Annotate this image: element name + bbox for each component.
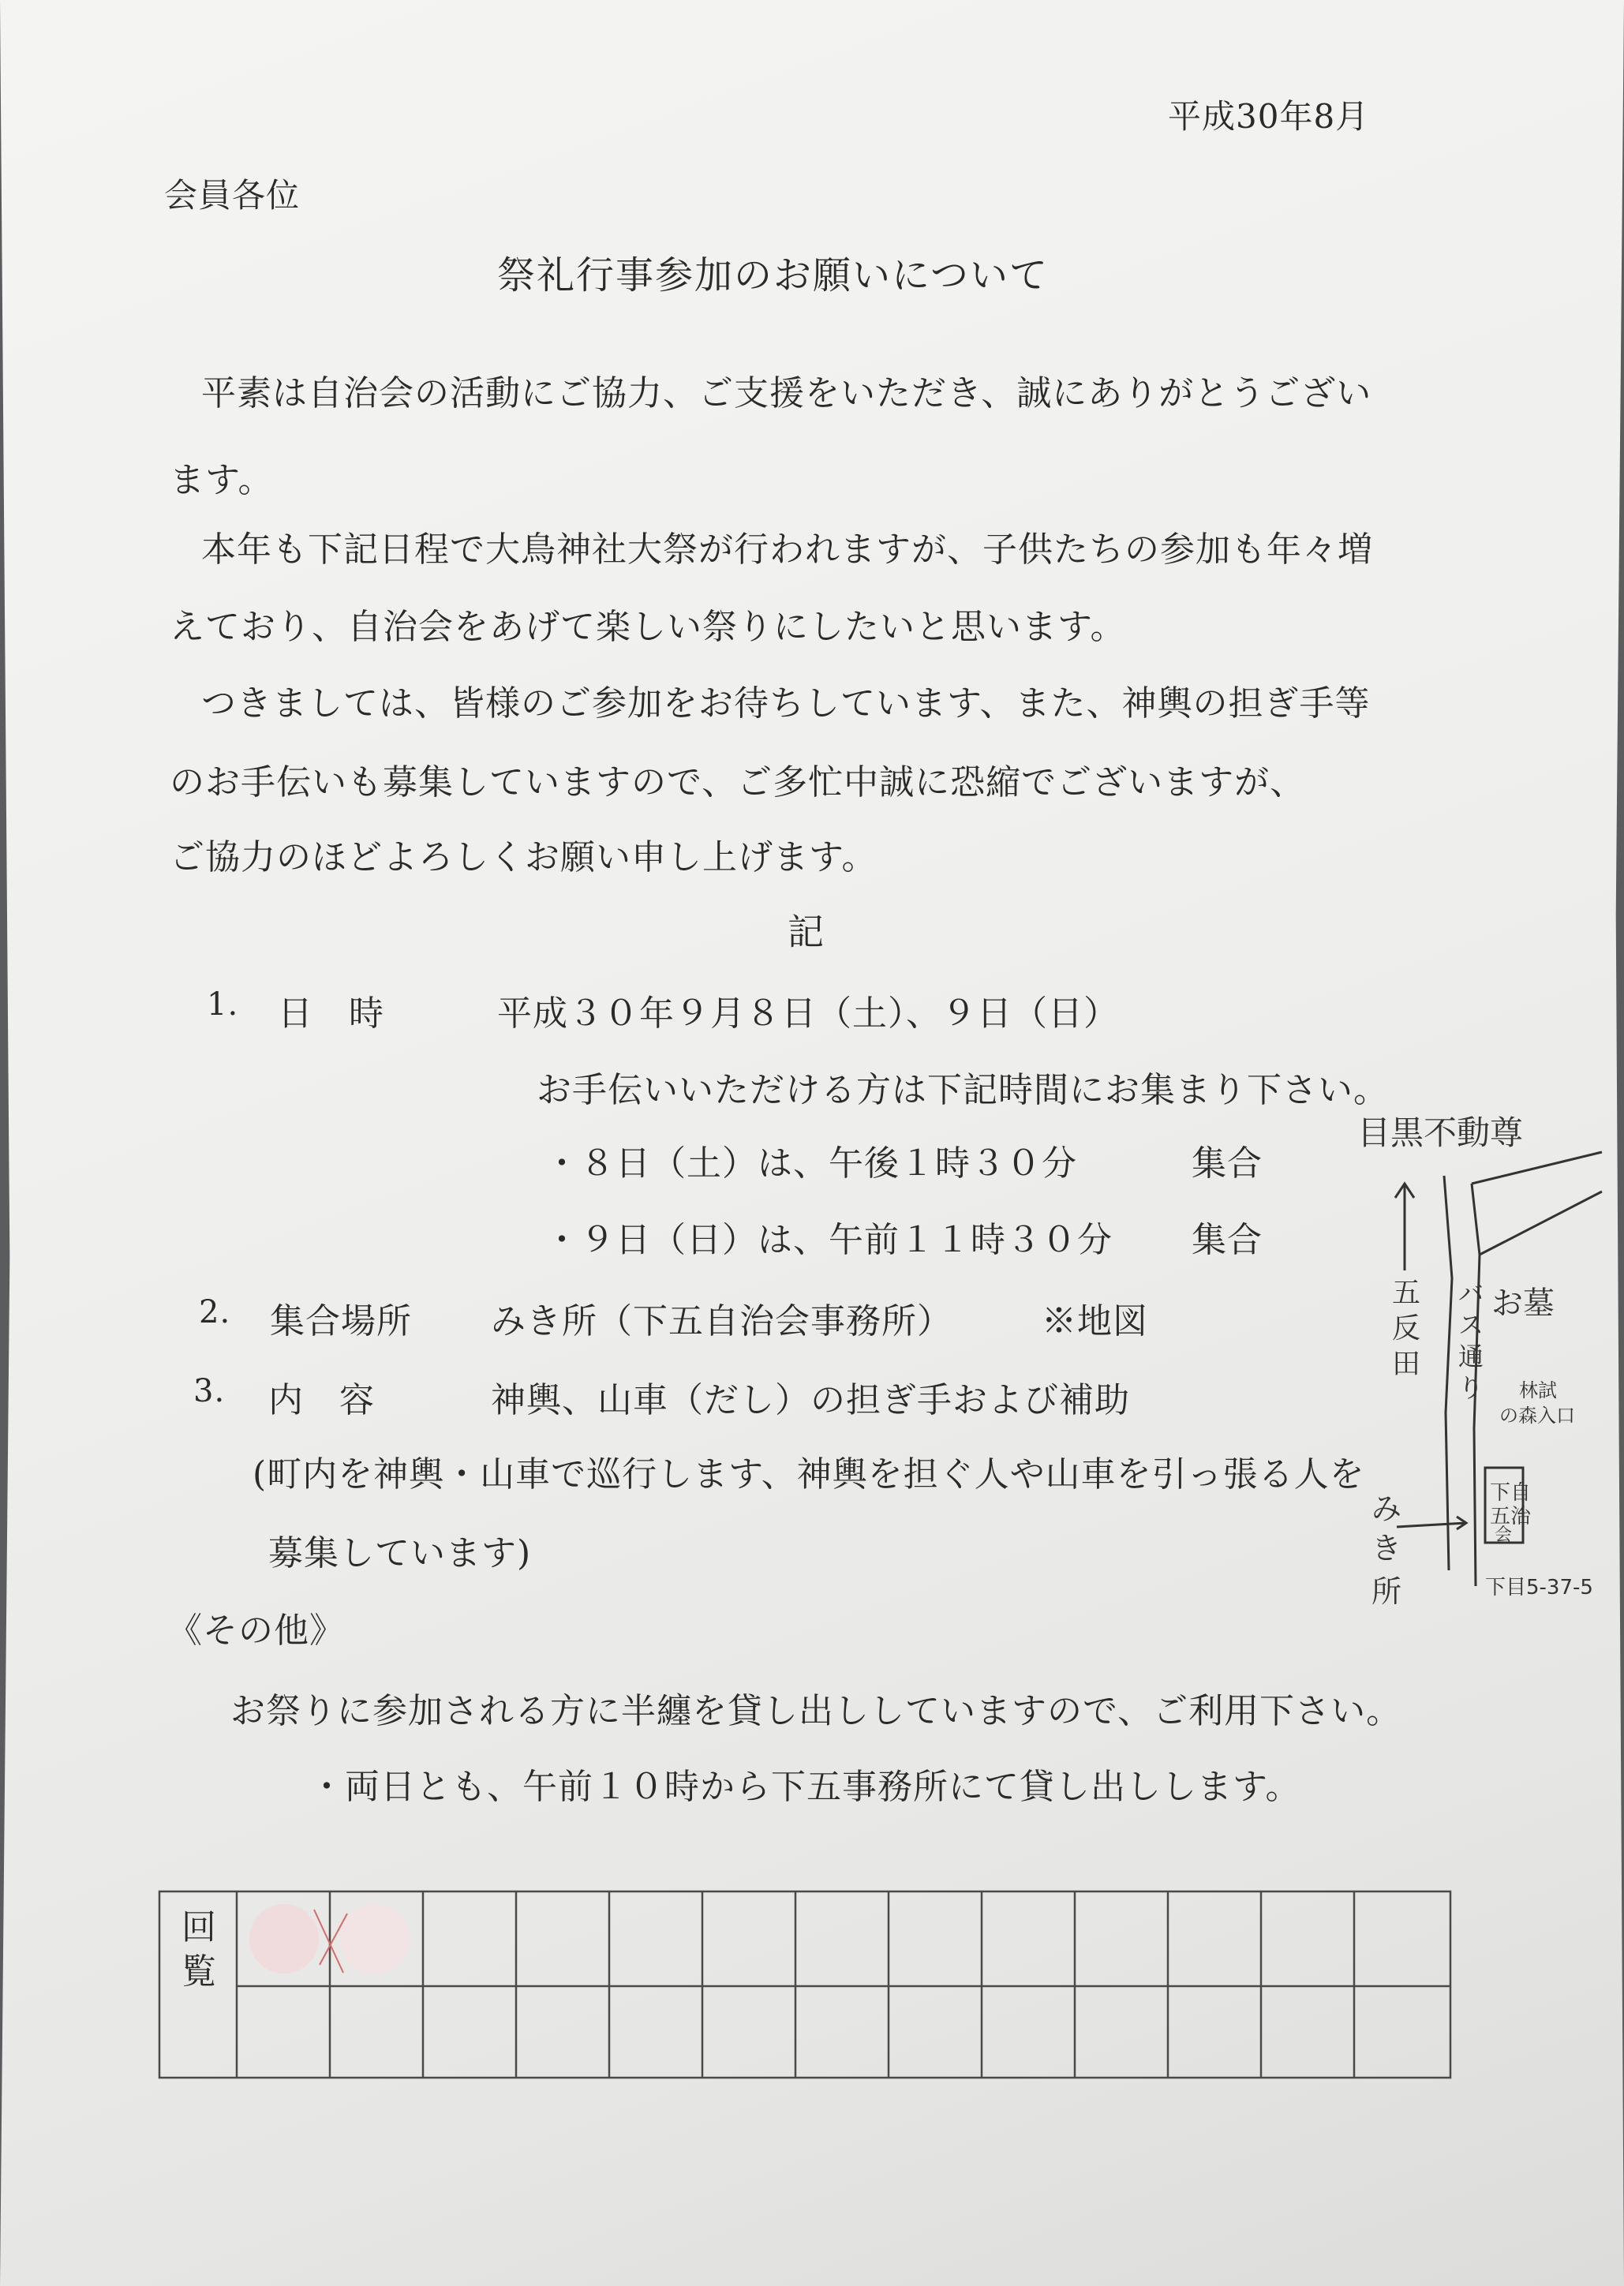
schedule-intro: お手伝いいただける方は下記時間にお集まり下さい。 bbox=[537, 1070, 1389, 1110]
body-line: のお手伝いも募集していますので、ご多忙中誠に恐縮でございますが、 bbox=[170, 762, 1306, 803]
map-label-forest-entrance: の森入口 bbox=[1499, 1405, 1575, 1427]
gather-label: 集合 bbox=[1192, 1143, 1263, 1184]
content-detail: 募集しています) bbox=[268, 1533, 532, 1573]
map-label-office: 五治 bbox=[1490, 1505, 1532, 1528]
map-label-forest: 林試 bbox=[1519, 1379, 1557, 1401]
item-label: 日 時 bbox=[278, 993, 384, 1034]
map-label-tan: 反 bbox=[1392, 1312, 1421, 1345]
kairan-label: 回 bbox=[181, 1907, 216, 1947]
kairan-label: 覧 bbox=[181, 1951, 216, 1992]
map-label-address: 下目5-37-5 bbox=[1485, 1576, 1593, 1599]
map-label-office: 会 bbox=[1495, 1525, 1513, 1545]
map-label-grave: お墓 bbox=[1491, 1285, 1555, 1322]
other-line: ・両日とも、午前１０時から下五事務所にて貸し出しします。 bbox=[309, 1767, 1301, 1807]
circulation-table bbox=[158, 1890, 1452, 2079]
body-line: えており、自治会をあげて楽しい祭りにしたいと思います。 bbox=[170, 607, 1126, 647]
map-label-road: ス bbox=[1458, 1310, 1484, 1340]
map-label-road: り bbox=[1458, 1373, 1484, 1403]
content-detail: (町内を神輿・山車で巡行します、神輿を担ぐ人や山車を引っ張る人を bbox=[253, 1454, 1365, 1495]
body-line: つきましては、皆様のご参加をお待ちしています、また、神輿の担ぎ手等 bbox=[201, 683, 1371, 724]
map-label-miki: 所 bbox=[1371, 1574, 1402, 1609]
ki-heading: 記 bbox=[788, 911, 825, 953]
map-label-meguro-fudo: 目黒不動尊 bbox=[1357, 1113, 1524, 1152]
document-title: 祭礼行事参加のお願いについて bbox=[497, 253, 1050, 297]
map-label-road: バ bbox=[1458, 1278, 1484, 1308]
map-label-go: 五 bbox=[1392, 1277, 1421, 1309]
item-label: 集合場所 bbox=[270, 1301, 412, 1341]
gather-label: 集合 bbox=[1192, 1220, 1263, 1260]
schedule-sat: ・８日（土）は、午後１時３０分 bbox=[544, 1143, 1077, 1184]
map-label-road: 通 bbox=[1458, 1341, 1484, 1371]
body-line: 平素は自治会の活動にご協力、ご支援をいただき、誠にありがとうござい bbox=[201, 373, 1372, 413]
item-value: 神輿、山車（だし）の担ぎ手および補助 bbox=[491, 1380, 1130, 1420]
map-label-office: 下自 bbox=[1490, 1481, 1532, 1505]
map-label-da: 田 bbox=[1392, 1348, 1421, 1380]
map-label-miki: き bbox=[1371, 1531, 1402, 1566]
schedule-sun: ・９日（日）は、午前１１時３０分 bbox=[544, 1220, 1113, 1260]
item-number: 3. bbox=[193, 1373, 226, 1409]
body-line: ご協力のほどよろしくお願い申し上げます。 bbox=[170, 837, 877, 877]
recipients: 会員各位 bbox=[164, 176, 301, 215]
item-value: みき所（下五自治会事務所） bbox=[491, 1301, 952, 1341]
item-value: 平成３０年９月８日（土）、９日（日） bbox=[497, 993, 1119, 1034]
document-date: 平成30年8月 bbox=[1168, 97, 1370, 136]
other-heading: 《その他》 bbox=[167, 1611, 345, 1651]
other-line: お祭りに参加される方に半纏を貸し出ししていますので、ご利用下さい。 bbox=[230, 1691, 1402, 1731]
item-label: 内 容 bbox=[268, 1380, 375, 1420]
map-label-miki: み bbox=[1371, 1491, 1402, 1526]
body-line: ます。 bbox=[170, 460, 274, 500]
body-line: 本年も下記日程で大鳥神社大祭が行われますが、子供たちの参加も年々増 bbox=[201, 529, 1373, 570]
item-number: 2. bbox=[199, 1294, 231, 1330]
map-note: ※地図 bbox=[1042, 1301, 1148, 1341]
hand-drawn-map bbox=[1310, 1097, 1610, 1649]
item-number: 1. bbox=[207, 986, 239, 1023]
